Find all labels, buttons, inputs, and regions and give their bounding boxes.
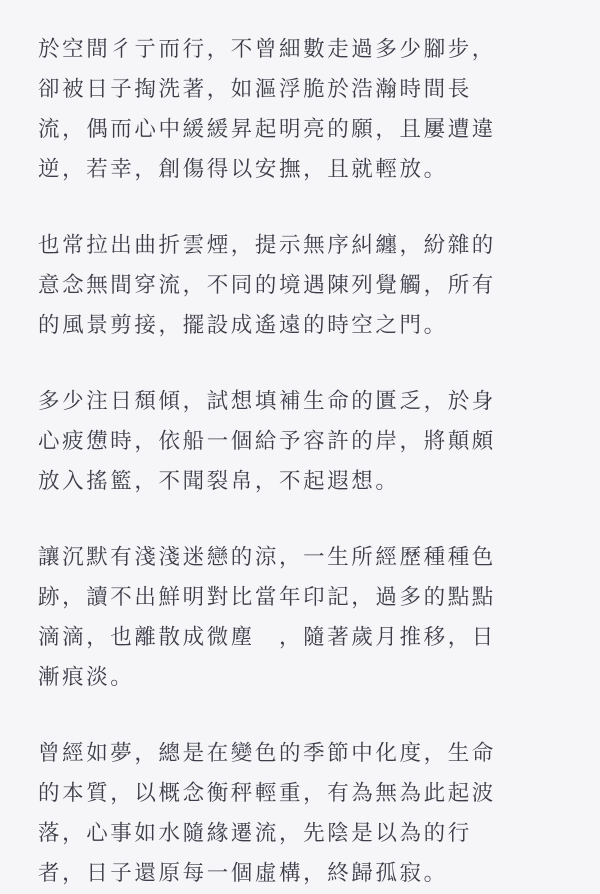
poem-line: 流，偶而心中緩緩昇起明亮的願，且屢遭違 xyxy=(38,117,496,142)
stanza-5 xyxy=(38,734,582,894)
poem-line: 逆，若幸，創傷得以安撫，且就輕放。 xyxy=(38,157,448,182)
poem-line: 意念無間穿流，不同的境遇陳列覺觸，所有 xyxy=(38,273,496,298)
poem-line: 曾經如夢，總是在變色的季節中化度，生命 xyxy=(38,741,496,766)
poem-line: 落，心事如水隨緣遷流，先陰是以為的行 xyxy=(38,821,472,846)
poem-line: 的本質，以概念衡秤輕重，有為無為此起波 xyxy=(38,781,496,806)
poem-line: 於空間彳亍而行，不曾細數走過多少腳步， xyxy=(38,37,496,62)
poem-line: 的風景剪接，擺設成遙遠的時空之門。 xyxy=(38,313,448,338)
poem-line: 讓沉默有淺淺迷戀的涼，一生所經歷種種色 xyxy=(38,545,496,570)
poem-line: 多少注日頹傾，試想填補生命的匱乏，於身 xyxy=(38,389,496,414)
stanza-4 xyxy=(38,538,582,698)
stanza-1 xyxy=(38,30,582,190)
poem-line: 漸痕淡。 xyxy=(38,665,135,690)
stanza-3 xyxy=(38,382,582,502)
poem-line: 者，日子還原每一個虛構，終歸孤寂。 xyxy=(38,861,448,886)
poem-line: 心疲憊時，依船一個給予容許的岸，將顛頗 xyxy=(38,429,496,454)
poem-line: 也常拉出曲折雲煙，提示無序糾纏，紛雜的 xyxy=(38,233,496,258)
poem-line: 滴滴，也離散成微塵 ，隨著歲月推移，日 xyxy=(38,625,496,650)
stanza-2 xyxy=(38,226,582,346)
poem-line: 跡，讀不出鮮明對比當年印記，過多的點點 xyxy=(38,585,496,610)
poem-line: 放入搖籃，不聞裂帛，不起遐想。 xyxy=(38,469,400,494)
poem-line: 卻被日子掏洗著，如漚浮脆於浩瀚時間長 xyxy=(38,77,472,102)
